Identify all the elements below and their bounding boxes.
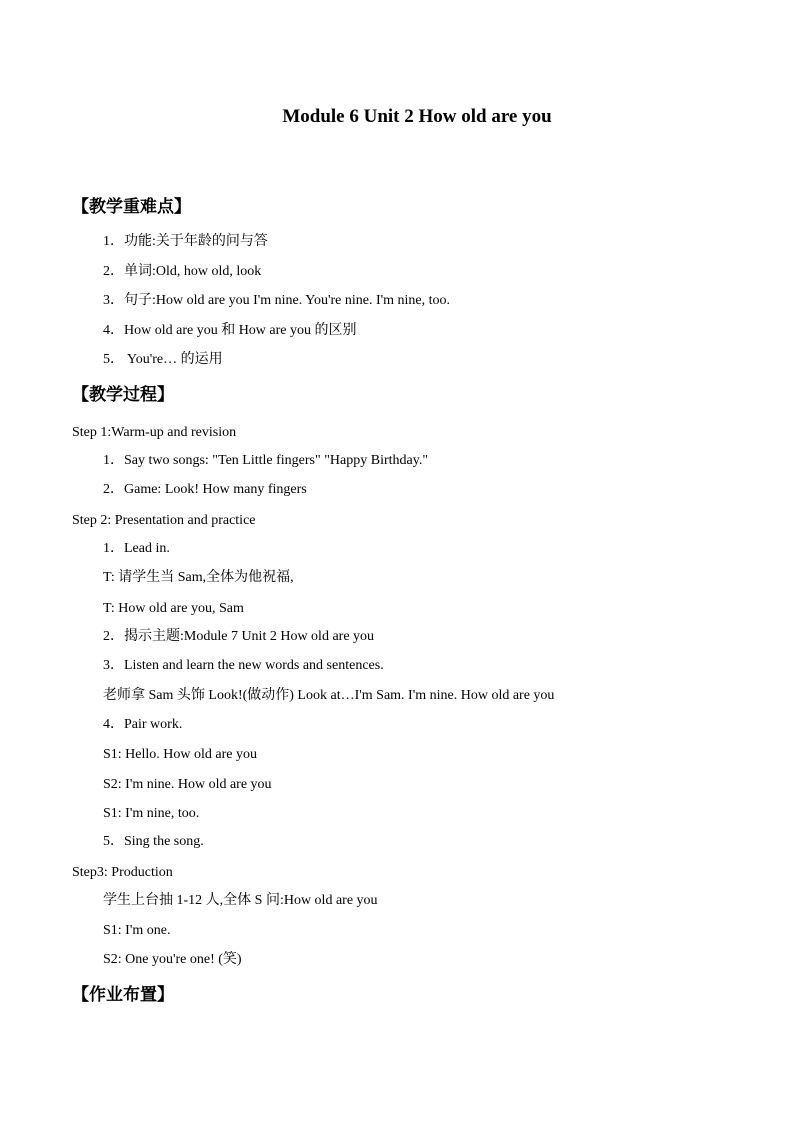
list-item: 3．Listen and learn the new words and sentences.: [103, 658, 384, 673]
list-item: S1: Hello. How old are you: [103, 747, 257, 762]
section-heading-process: 【教学过程】: [72, 385, 174, 405]
step-label: Step 1:Warm-up and revision: [72, 425, 237, 440]
list-item: 2．单词:Old, how old, look: [103, 264, 262, 279]
step-label: Step3: Production: [72, 865, 173, 880]
list-item: 1．Lead in.: [103, 541, 170, 556]
list-item: 1．功能:关于年龄的问与答: [103, 234, 268, 249]
section-heading-homework: 【作业布置】: [72, 985, 174, 1005]
list-item: S1: I'm nine, too.: [103, 806, 200, 821]
list-item: 老师拿 Sam 头饰 Look!(做动作) Look at…I'm Sam. I'm nine. How old are you: [103, 688, 555, 703]
section-heading-key-points: 【教学重难点】: [72, 197, 191, 217]
list-item: 5．Sing the song.: [103, 834, 204, 849]
list-item: 学生上台抽 1-12 人,全体 S 问:How old are you: [103, 893, 378, 908]
page-title: Module 6 Unit 2 How old are you: [282, 106, 552, 127]
list-item: 3．句子:How old are you I'm nine. You're nine. I'm nine, too.: [103, 293, 451, 308]
step-label: Step 2: Presentation and practice: [72, 513, 256, 528]
list-item: T: 请学生当 Sam,全体为他祝福,: [103, 570, 294, 585]
list-item: 1．Say two songs: "Ten Little fingers" "Happy Birthday.": [103, 453, 429, 468]
list-item: T: How old are you, Sam: [103, 601, 244, 616]
list-item: S1: I'm one.: [103, 923, 171, 938]
list-item: 5． You're… 的运用: [103, 352, 223, 367]
list-item: S2: I'm nine. How old are you: [103, 777, 272, 792]
list-item: 4．Pair work.: [103, 717, 183, 732]
list-item: 4．How old are you 和 How are you 的区别: [103, 323, 357, 338]
list-item: 2．揭示主题:Module 7 Unit 2 How old are you: [103, 629, 375, 644]
list-item: 2．Game: Look! How many fingers: [103, 482, 307, 497]
list-item: S2: One you're one! (笑): [103, 952, 242, 967]
